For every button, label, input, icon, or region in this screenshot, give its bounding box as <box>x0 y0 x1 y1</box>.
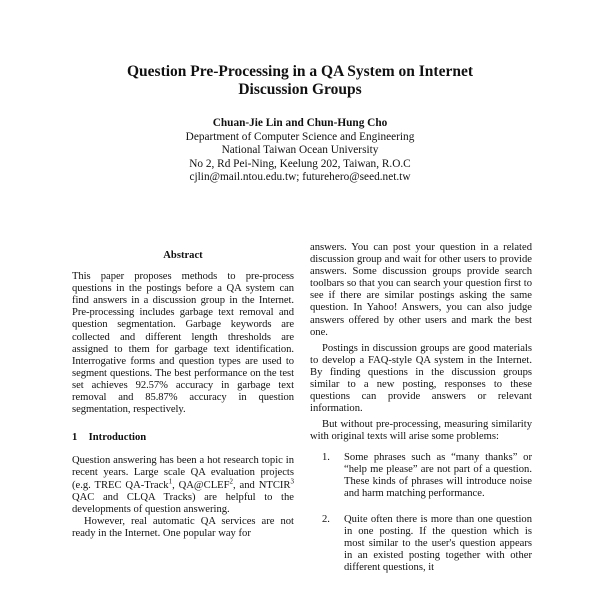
author-block <box>0 117 600 185</box>
author-names: Chuan-Jie Lin and Chun-Hung Cho <box>212 117 388 129</box>
footnote-ref-3: 3 <box>290 476 294 485</box>
intro-text-a: Question answering has been a hot research topic in recent years. Large scale QA evaluation projects (e.g. TREC QA-Track <box>72 455 294 491</box>
abstract-heading: Abstract <box>163 250 203 261</box>
list-item-text: Some phrases such as “many thanks” or “help me please” are not part of a question. These kinds of phrases will introduce noise and harm matching performance. <box>344 451 532 499</box>
affiliation-department: Department of Computer Science and Engineering <box>185 130 415 143</box>
affiliation-address: No 2, Rd Pei-Ning, Keelung 202, Taiwan, R.O.C <box>189 157 411 170</box>
intro-text-b: , QA@CLEF <box>172 479 230 491</box>
list-item <box>310 514 532 574</box>
intro-text-c: , and NTCIR <box>233 479 291 491</box>
intro-text-d: QAC and CLQA Tracks) are helpful to the developments of question answering. <box>72 491 294 515</box>
list-item-text: Quite often there is more than one question in one posting. If the question which is most similar to the user's question appears in an existed posting together with other different questions, it <box>344 513 532 574</box>
title-line-1: Question Pre-Processing in a QA System on Internet <box>126 63 473 80</box>
list-marker: 1. <box>322 451 330 463</box>
list-marker: 2. <box>322 513 330 525</box>
body-paragraph-postings: Postings in discussion groups are good materials to develop a FAQ-style QA system in the Internet. By finding questions in the discussion groups similar to a new posting, responses to these questions can provide answers or relevant information. <box>310 342 532 415</box>
body-paragraph-answers: answers. You can post your question in a related discussion group and wait for other users to provide answers. Some discussion groups provide search toolbars so that you can search your question first to see if there are similar postings asking the same question. In Yahoo! Answers, you can also judge answers offered by other users and mark the best one. <box>310 242 532 338</box>
problem-list <box>310 452 532 575</box>
footnote-ref-2: 2 <box>229 476 234 485</box>
list-item <box>310 452 532 500</box>
section-heading-introduction <box>72 432 294 444</box>
section-title: Introduction <box>88 432 147 444</box>
right-column <box>310 242 532 588</box>
title-line-2: Discussion Groups <box>238 81 362 98</box>
section-number: 1 <box>72 432 78 444</box>
paper-title <box>0 63 600 99</box>
body-paragraph-problems-intro: But without pre-processing, measuring similarity with original texts will arise some problems: <box>310 419 532 443</box>
footnote-ref-1: 1 <box>168 476 173 485</box>
affiliation-university: National Taiwan Ocean University <box>221 144 379 157</box>
author-emails: cjlin@mail.ntou.edu.tw; futurehero@seed.net.tw <box>189 171 411 184</box>
intro-paragraph-1 <box>72 455 294 515</box>
left-column <box>72 242 294 540</box>
intro-paragraph-2: However, real automatic QA services are not ready in the Internet. One popular way for <box>72 515 294 539</box>
abstract-text: This paper proposes methods to pre-process questions in the postings before a QA system can find answers in a discussion group in the Internet. Pre-processing includes garbage text removal and question segmentation. Garbage keywords are collected and different length thresholds are assigned to them for garbage text identification. Interrogative forms and question types are used to segment questions. The best performance on the test set achieves 92.57% accuracy in garbage text removal and 85.87% accuracy in question segmentation, respectively. <box>72 271 294 416</box>
